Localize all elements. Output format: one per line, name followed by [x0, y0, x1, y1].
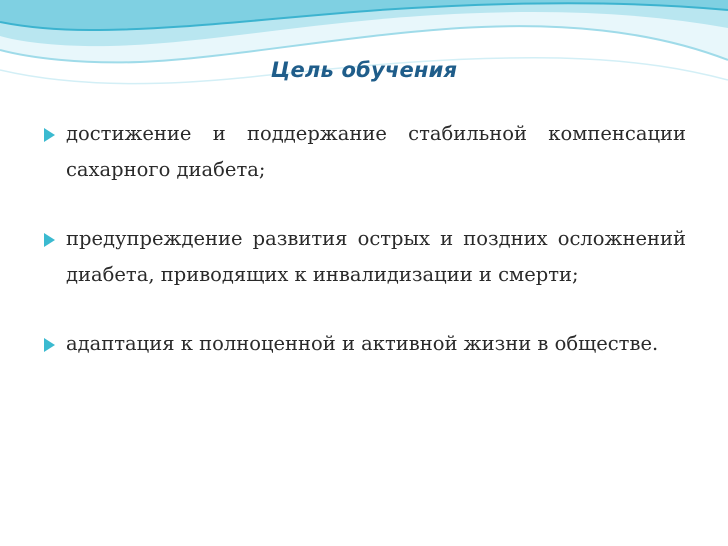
slide-title: Цель обучения — [270, 58, 458, 82]
list-item — [40, 326, 686, 362]
bullet-text: предупреждение развития острых и поздних осложнений диабета, приводящих к инвалидизации и смерти; — [66, 227, 686, 286]
arrow-right-bullet-icon — [44, 233, 55, 247]
list-item — [40, 116, 686, 188]
list-item — [40, 221, 686, 293]
arrow-right-bullet-icon — [44, 128, 55, 142]
bullet-list — [40, 116, 686, 395]
arrow-right-bullet-icon — [44, 338, 55, 352]
bullet-text: адаптация к полноценной и активной жизни в обществе. — [66, 332, 659, 355]
bullet-text: достижение и поддержание стабильной компенсации сахарного диабета; — [66, 122, 686, 181]
